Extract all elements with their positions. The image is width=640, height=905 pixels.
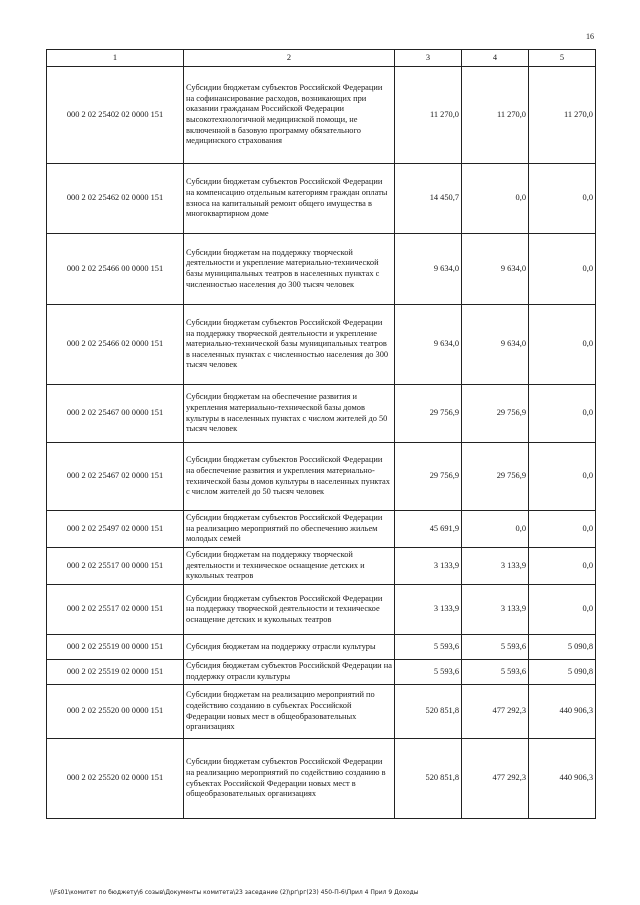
amount-col5: 0,0: [529, 305, 596, 385]
amount-col4: 0,0: [462, 511, 529, 548]
table-row: [47, 660, 596, 685]
table-row: [47, 164, 596, 234]
income-code: 000 2 02 25466 02 0000 151: [47, 305, 184, 385]
amount-col5: 11 270,0: [529, 67, 596, 164]
amount-col3: 29 756,9: [395, 385, 462, 443]
amount-col4: 5 593,6: [462, 635, 529, 660]
table-row: [47, 739, 596, 819]
amount-col5: 0,0: [529, 234, 596, 305]
income-name: Субсидии бюджетам на реализацию мероприятий по содействию созданию в субъектах Российской Федерации новых мест в общеобразовательных организациях: [184, 685, 395, 739]
income-code: 000 2 02 25520 02 0000 151: [47, 739, 184, 819]
page-number: 16: [586, 32, 594, 41]
amount-col5: 0,0: [529, 585, 596, 635]
table-row: [47, 234, 596, 305]
income-code: 000 2 02 25467 00 0000 151: [47, 385, 184, 443]
table-header-row: [47, 50, 596, 67]
amount-col3: 9 634,0: [395, 234, 462, 305]
amount-col4: 5 593,6: [462, 660, 529, 685]
amount-col4: 9 634,0: [462, 234, 529, 305]
budget-table: [46, 49, 596, 819]
income-code: 000 2 02 25402 02 0000 151: [47, 67, 184, 164]
income-name: Субсидии бюджетам на поддержку творческой деятельности и техническое оснащение детских и кукольных театров: [184, 548, 395, 585]
amount-col3: 3 133,9: [395, 585, 462, 635]
amount-col5: 0,0: [529, 443, 596, 511]
amount-col3: 9 634,0: [395, 305, 462, 385]
amount-col5: 0,0: [529, 511, 596, 548]
income-code: 000 2 02 25519 00 0000 151: [47, 635, 184, 660]
income-name: Субсидии бюджетам субъектов Российской Федерации на обеспечение развития и укрепления материально-технической базы домов культуры в населенных пунктах с числом жителей до 50 тысяч человек: [184, 443, 395, 511]
income-code: 000 2 02 25517 02 0000 151: [47, 585, 184, 635]
column-header-4: 4: [462, 50, 529, 67]
amount-col3: 14 450,7: [395, 164, 462, 234]
amount-col5: 0,0: [529, 385, 596, 443]
table-row: [47, 635, 596, 660]
table-row: [47, 385, 596, 443]
income-name: Субсидия бюджетам субъектов Российской Федерации на поддержку отрасли культуры: [184, 660, 395, 685]
income-name: Субсидии бюджетам субъектов Российской Федерации на реализацию мероприятий по содействию созданию в субъектах Российской Федерации новых мест в общеобразовательных организациях: [184, 739, 395, 819]
amount-col3: 5 593,6: [395, 635, 462, 660]
amount-col5: 5 090,8: [529, 660, 596, 685]
amount-col3: 520 851,8: [395, 685, 462, 739]
amount-col5: 0,0: [529, 164, 596, 234]
column-header-5: 5: [529, 50, 596, 67]
amount-col4: 3 133,9: [462, 548, 529, 585]
column-header-2: 2: [184, 50, 395, 67]
amount-col4: 3 133,9: [462, 585, 529, 635]
amount-col3: 5 593,6: [395, 660, 462, 685]
amount-col4: 11 270,0: [462, 67, 529, 164]
amount-col5: 5 090,8: [529, 635, 596, 660]
income-code: 000 2 02 25462 02 0000 151: [47, 164, 184, 234]
file-path-footer: \\Fs01\комитет по бюджету\6 созыв\Документы комитета\23 заседание (2)\рг\рг(23) 450-П-6\Прил 4 Прил 9 Доходы: [50, 889, 419, 896]
income-name: Субсидии бюджетам субъектов Российской Федерации на компенсацию отдельным категориям граждан оплаты взноса на капитальный ремонт общего имущества в многоквартирном доме: [184, 164, 395, 234]
table-row: [47, 548, 596, 585]
amount-col3: 45 691,9: [395, 511, 462, 548]
income-code: 000 2 02 25466 00 0000 151: [47, 234, 184, 305]
column-header-3: 3: [395, 50, 462, 67]
table-row: [47, 685, 596, 739]
amount-col5: 440 906,3: [529, 685, 596, 739]
amount-col4: 477 292,3: [462, 739, 529, 819]
table-row: [47, 585, 596, 635]
income-name: Субсидии бюджетам субъектов Российской Федерации на поддержку творческой деятельности и техническое оснащение детских и кукольных театров: [184, 585, 395, 635]
income-name: Субсидии бюджетам на обеспечение развития и укрепления материально-технической базы домов культуры в населенных пунктах с числом жителей до 50 тысяч человек: [184, 385, 395, 443]
income-code: 000 2 02 25467 02 0000 151: [47, 443, 184, 511]
amount-col3: 11 270,0: [395, 67, 462, 164]
income-code: 000 2 02 25519 02 0000 151: [47, 660, 184, 685]
income-code: 000 2 02 25497 02 0000 151: [47, 511, 184, 548]
income-code: 000 2 02 25520 00 0000 151: [47, 685, 184, 739]
amount-col5: 0,0: [529, 548, 596, 585]
table-row: [47, 511, 596, 548]
amount-col4: 477 292,3: [462, 685, 529, 739]
amount-col4: 29 756,9: [462, 385, 529, 443]
amount-col3: 29 756,9: [395, 443, 462, 511]
table-row: [47, 305, 596, 385]
amount-col5: 440 906,3: [529, 739, 596, 819]
amount-col4: 9 634,0: [462, 305, 529, 385]
amount-col4: 0,0: [462, 164, 529, 234]
table-row: [47, 67, 596, 164]
column-header-1: 1: [47, 50, 184, 67]
income-name: Субсидии бюджетам на поддержку творческой деятельности и укрепление материально-технической базы муниципальных театров в населенных пунктах с численностью населения до 300 тысяч человек: [184, 234, 395, 305]
income-name: Субсидии бюджетам субъектов Российской Федерации на реализацию мероприятий по обеспечению жильем молодых семей: [184, 511, 395, 548]
income-name: Субсидии бюджетам субъектов Российской Федерации на софинансирование расходов, возникающих при оказании гражданам Российской Федерации высокотехнологичной медицинской помощи, не включенной в базовую программу обязательного медицинского страхования: [184, 67, 395, 164]
table-row: [47, 443, 596, 511]
income-name: Субсидия бюджетам на поддержку отрасли культуры: [184, 635, 395, 660]
amount-col3: 3 133,9: [395, 548, 462, 585]
amount-col3: 520 851,8: [395, 739, 462, 819]
income-name: Субсидии бюджетам субъектов Российской Федерации на поддержку творческой деятельности и укрепление материально-технической базы муниципальных театров в населенных пунктах с численностью населения до 300 тысяч человек: [184, 305, 395, 385]
amount-col4: 29 756,9: [462, 443, 529, 511]
income-code: 000 2 02 25517 00 0000 151: [47, 548, 184, 585]
